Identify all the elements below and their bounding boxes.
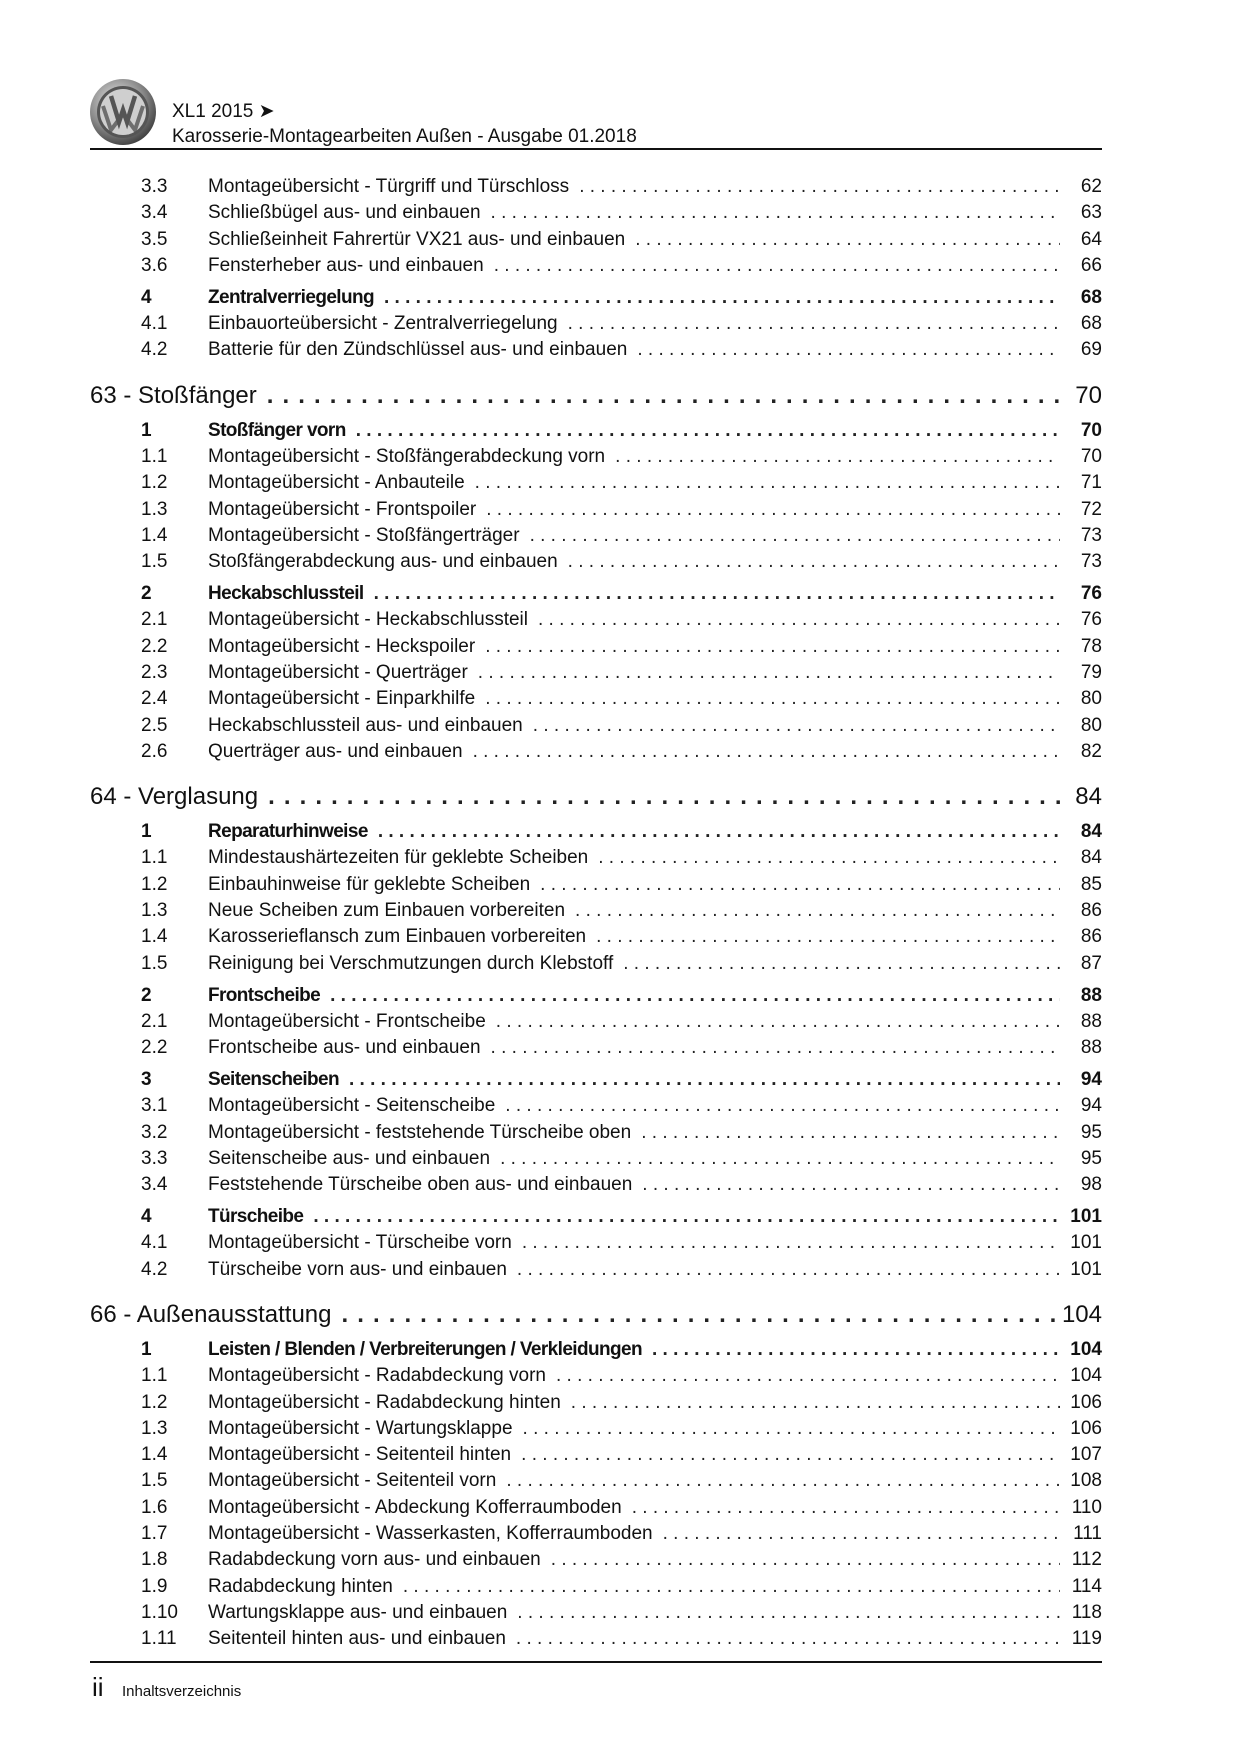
footer-divider — [90, 1661, 1102, 1663]
toc-entry[interactable] — [90, 1095, 1102, 1121]
toc-leader — [642, 1174, 1060, 1196]
toc-page: 111 — [1073, 1523, 1102, 1545]
toc-title: Montageübersicht - Stoßfängerträger — [208, 524, 520, 546]
toc-title: Einbauhinweise für geklebte Scheiben — [208, 873, 531, 895]
toc-page: 80 — [1080, 714, 1102, 736]
toc-entry[interactable] — [90, 1148, 1102, 1174]
toc-leader — [530, 525, 1060, 547]
toc-number: 1.1 — [141, 1365, 168, 1387]
toc-leader — [652, 1339, 1060, 1361]
toc-page: 63 — [1080, 202, 1102, 224]
toc-leader — [506, 1470, 1060, 1492]
toc-page: 95 — [1080, 1121, 1102, 1143]
toc-leader — [522, 1232, 1060, 1254]
toc-entry[interactable] — [90, 525, 1102, 551]
toc-page: 86 — [1080, 900, 1102, 922]
toc-entry[interactable] — [90, 1549, 1102, 1575]
toc-number: 1.5 — [141, 1470, 168, 1492]
toc-chapter[interactable] — [90, 1206, 1102, 1232]
toc-chapter[interactable] — [90, 583, 1102, 609]
toc-title: Wartungsklappe aus- und einbauen — [208, 1601, 508, 1623]
toc-leader — [556, 1365, 1060, 1387]
toc-leader — [540, 874, 1060, 896]
toc-number: 2 — [141, 583, 152, 605]
toc-page: 69 — [1080, 339, 1102, 361]
footer-label: Inhaltsverzeichnis — [122, 1683, 242, 1700]
toc-page: 104 — [1070, 1338, 1102, 1360]
toc-page: 73 — [1080, 551, 1102, 573]
toc-entry[interactable] — [90, 609, 1102, 635]
toc-entry[interactable] — [90, 1602, 1102, 1628]
toc-leader — [403, 1576, 1060, 1598]
toc-number: 3.3 — [141, 1147, 168, 1169]
toc-title: Montageübersicht - Seitenteil hinten — [208, 1444, 512, 1466]
toc-number: 1.5 — [141, 952, 168, 974]
toc-page: 68 — [1080, 286, 1102, 308]
toc-leader — [330, 985, 1060, 1007]
toc-title: 63 - Stoßfänger — [90, 381, 257, 409]
toc-title: Einbauorteübersicht - Zentralverriegelung — [208, 313, 558, 335]
toc-leader — [496, 1011, 1060, 1033]
toc-page: 118 — [1071, 1601, 1102, 1623]
toc-entry[interactable] — [90, 1523, 1102, 1549]
toc-page: 79 — [1080, 661, 1102, 683]
toc-number: 1.2 — [141, 1391, 168, 1413]
toc-page: 110 — [1071, 1496, 1102, 1518]
toc-leader — [568, 313, 1060, 335]
toc-title: Montageübersicht - Einparkhilfe — [208, 688, 476, 710]
toc-leader — [637, 339, 1060, 361]
toc-number: 2.2 — [141, 1037, 168, 1059]
toc-page: 114 — [1071, 1575, 1102, 1597]
toc-number: 3.1 — [141, 1095, 168, 1117]
toc-number: 1 — [141, 1338, 152, 1360]
toc-entry[interactable] — [90, 339, 1102, 365]
toc-entry[interactable] — [90, 313, 1102, 339]
toc-entry[interactable] — [90, 1122, 1102, 1148]
toc-leader — [663, 1523, 1060, 1545]
toc-title: Neue Scheiben zum Einbauen vorbereiten — [208, 900, 566, 922]
toc-leader — [571, 1392, 1060, 1414]
toc-title: Zentralverriegelung — [208, 286, 374, 308]
document-subtitle: Karosserie-Montagearbeiten Außen - Ausgabe 01.2018 — [172, 126, 637, 147]
toc-title: Montageübersicht - Wasserkasten, Kofferraumboden — [208, 1523, 653, 1545]
toc-number: 1.7 — [141, 1523, 168, 1545]
toc-leader — [342, 1301, 1056, 1329]
toc-section[interactable] — [90, 382, 1102, 412]
toc-title: Querträger aus- und einbauen — [208, 740, 463, 762]
toc-page: 106 — [1070, 1391, 1102, 1413]
toc-leader — [615, 446, 1060, 468]
toc-number: 3.6 — [141, 254, 168, 276]
toc-entry[interactable] — [90, 1174, 1102, 1200]
toc-number: 1.4 — [141, 1444, 168, 1466]
toc-number: 3.2 — [141, 1121, 168, 1143]
toc-page: 70 — [1080, 419, 1102, 441]
toc-leader — [349, 1069, 1060, 1091]
toc-page: 84 — [1080, 821, 1102, 843]
toc-entry[interactable] — [90, 1497, 1102, 1523]
toc-number: 1 — [141, 419, 152, 441]
toc-title: Reinigung bei Verschmutzungen durch Klebstoff — [208, 952, 614, 974]
toc-leader — [268, 783, 1060, 811]
toc-entry[interactable] — [90, 741, 1102, 767]
toc-page: 84 — [1075, 783, 1102, 811]
toc-entry[interactable] — [90, 202, 1102, 228]
toc-title: 66 - Außenausstattung — [90, 1300, 332, 1328]
toc-leader — [517, 1602, 1060, 1624]
toc-title: Montageübersicht - Anbauteile — [208, 472, 465, 494]
toc-title: Türscheibe — [208, 1206, 304, 1228]
toc-page: 88 — [1080, 1037, 1102, 1059]
toc-number: 3 — [141, 1068, 152, 1090]
toc-number: 1.1 — [141, 445, 168, 467]
toc-leader — [516, 1628, 1060, 1650]
toc-entry[interactable] — [90, 551, 1102, 577]
toc-leader — [641, 1122, 1060, 1144]
toc-number: 1.10 — [141, 1601, 178, 1623]
toc-page: 71 — [1080, 472, 1102, 494]
toc-number: 1.5 — [141, 551, 168, 573]
toc-title: Montageübersicht - Türscheibe vorn — [208, 1232, 512, 1254]
toc-title: Mindestaushärtezeiten für geklebte Scheiben — [208, 847, 589, 869]
toc-number: 2.6 — [141, 740, 168, 762]
toc-leader — [356, 420, 1060, 442]
toc-leader — [568, 551, 1060, 573]
toc-number: 3.4 — [141, 1174, 168, 1196]
toc-number: 1.2 — [141, 873, 168, 895]
toc-title: Feststehende Türscheibe oben aus- und einbauen — [208, 1174, 633, 1196]
toc-title: Frontscheibe — [208, 984, 321, 1006]
page-number: ii — [92, 1672, 104, 1702]
toc-page: 70 — [1080, 445, 1102, 467]
toc-entry[interactable] — [90, 688, 1102, 714]
toc-title: Montageübersicht - Seitenscheibe — [208, 1095, 496, 1117]
toc-entry[interactable] — [90, 1392, 1102, 1418]
toc-title: Stoßfängerabdeckung aus- und einbauen — [208, 551, 558, 573]
toc-page: 80 — [1080, 688, 1102, 710]
toc-number: 2 — [141, 984, 152, 1006]
toc-number: 4 — [141, 1206, 152, 1228]
toc-page: 76 — [1080, 609, 1102, 631]
toc-page: 66 — [1080, 254, 1102, 276]
toc-entry[interactable] — [90, 874, 1102, 900]
toc-title: 64 - Verglasung — [90, 783, 259, 811]
toc-page: 68 — [1080, 313, 1102, 335]
toc-number: 1.11 — [141, 1628, 177, 1650]
toc-entry[interactable] — [90, 1365, 1102, 1391]
toc-number: 1.4 — [141, 926, 168, 948]
toc-number: 4.1 — [141, 313, 168, 335]
toc-leader — [505, 1095, 1060, 1117]
toc-entry[interactable] — [90, 255, 1102, 281]
toc-leader — [313, 1206, 1060, 1228]
toc-leader — [491, 1037, 1060, 1059]
toc-title: Montageübersicht - Frontspoiler — [208, 498, 477, 520]
toc-number: 1.3 — [141, 498, 168, 520]
toc-page: 73 — [1080, 524, 1102, 546]
toc-number: 2.4 — [141, 688, 168, 710]
toc-leader — [623, 953, 1060, 975]
toc-leader — [517, 1259, 1060, 1281]
toc-page: 94 — [1080, 1095, 1102, 1117]
toc-page: 76 — [1080, 583, 1102, 605]
toc-number: 2.3 — [141, 661, 168, 683]
toc-title: Montageübersicht - Heckspoiler — [208, 635, 476, 657]
toc-entry[interactable] — [90, 1232, 1102, 1258]
toc-page: 88 — [1080, 1010, 1102, 1032]
toc-chapter[interactable] — [90, 287, 1102, 313]
toc-leader — [378, 821, 1060, 843]
toc-title: Montageübersicht - Türgriff und Türschloss — [208, 176, 570, 197]
toc-leader — [523, 1418, 1060, 1440]
toc-number: 2.5 — [141, 714, 168, 736]
toc-chapter[interactable] — [90, 821, 1102, 847]
toc-number: 1.3 — [141, 1417, 168, 1439]
toc-title: Schließeinheit Fahrertür VX21 aus- und einbauen — [208, 228, 626, 250]
toc-number: 2.1 — [141, 609, 168, 631]
toc-number: 1 — [141, 821, 152, 843]
toc-number: 4.2 — [141, 339, 168, 361]
toc-chapter[interactable] — [90, 1069, 1102, 1095]
toc-leader — [485, 688, 1060, 710]
document-model: XL1 2015 ➤ — [172, 101, 275, 122]
toc-page: 82 — [1080, 740, 1102, 762]
toc-entry[interactable] — [90, 1418, 1102, 1444]
toc-page: 84 — [1080, 847, 1102, 869]
toc-entry[interactable] — [90, 499, 1102, 525]
toc-page: 108 — [1070, 1470, 1102, 1492]
toc-page: 88 — [1080, 984, 1102, 1006]
toc-number: 1.3 — [141, 900, 168, 922]
toc-entry[interactable] — [90, 1259, 1102, 1285]
toc-title: Montageübersicht - Seitenteil vorn — [208, 1470, 497, 1492]
toc-number: 2.1 — [141, 1010, 168, 1032]
toc-entry[interactable] — [90, 900, 1102, 926]
toc-title: Seitenscheiben — [208, 1068, 339, 1090]
toc-leader — [500, 1148, 1060, 1170]
toc-number: 4.2 — [141, 1258, 168, 1280]
toc-title: Montageübersicht - Frontscheibe — [208, 1010, 486, 1032]
toc-page: 86 — [1080, 926, 1102, 948]
toc-page: 72 — [1080, 498, 1102, 520]
toc-title: Leisten / Blenden / Verbreiterungen / Verkleidungen — [208, 1338, 642, 1360]
toc-chapter[interactable] — [90, 985, 1102, 1011]
toc-title: Schließbügel aus- und einbauen — [208, 202, 481, 224]
toc-entry[interactable] — [90, 953, 1102, 979]
toc-entry[interactable] — [90, 229, 1102, 255]
toc-page: 98 — [1080, 1174, 1102, 1196]
toc-leader — [575, 900, 1060, 922]
toc-entry[interactable] — [90, 1444, 1102, 1470]
toc-entry[interactable] — [90, 1037, 1102, 1063]
toc-title: Karosserieflansch zum Einbauen vorbereiten — [208, 926, 587, 948]
toc-leader — [374, 583, 1060, 605]
toc-leader — [635, 229, 1060, 251]
toc-leader — [521, 1444, 1060, 1466]
toc-number: 3.3 — [141, 176, 168, 197]
toc-number: 2.2 — [141, 635, 168, 657]
toc-chapter[interactable] — [90, 420, 1102, 446]
toc-page: 107 — [1070, 1444, 1102, 1466]
toc-number: 4.1 — [141, 1232, 168, 1254]
toc-entry[interactable] — [90, 1576, 1102, 1602]
toc-leader — [533, 715, 1060, 737]
toc-page: 104 — [1070, 1365, 1102, 1387]
toc-entry[interactable] — [90, 1011, 1102, 1037]
toc-chapter[interactable] — [90, 1339, 1102, 1365]
toc-entry[interactable] — [90, 176, 1102, 202]
toc-section[interactable] — [90, 1301, 1102, 1331]
toc-page: 95 — [1080, 1147, 1102, 1169]
toc-title: Heckabschlussteil — [208, 583, 364, 605]
toc-page: 64 — [1080, 228, 1102, 250]
toc-page: 94 — [1080, 1068, 1102, 1090]
toc-leader — [473, 741, 1060, 763]
toc-number: 1.2 — [141, 472, 168, 494]
header-divider — [90, 148, 1102, 150]
toc-page: 119 — [1071, 1628, 1102, 1650]
toc-title: Montageübersicht - Querträger — [208, 661, 468, 683]
toc-title: Montageübersicht - Radabdeckung hinten — [208, 1391, 561, 1413]
toc-leader — [491, 202, 1060, 224]
toc-leader — [267, 382, 1060, 410]
toc-leader — [579, 176, 1060, 198]
toc-title: Montageübersicht - Radabdeckung vorn — [208, 1365, 546, 1387]
toc-title: Batterie für den Zündschlüssel aus- und einbauen — [208, 339, 628, 361]
toc-page: 62 — [1080, 176, 1102, 197]
toc-title: Montageübersicht - feststehende Türscheibe oben — [208, 1121, 632, 1143]
toc-page: 101 — [1070, 1232, 1102, 1254]
toc-entry[interactable] — [90, 662, 1102, 688]
toc-page: 101 — [1070, 1206, 1102, 1228]
toc-page: 78 — [1080, 635, 1102, 657]
toc-entry[interactable] — [90, 715, 1102, 741]
toc-title: Reparaturhinweise — [208, 821, 368, 843]
toc-section[interactable] — [90, 783, 1102, 813]
toc-number: 1.8 — [141, 1549, 168, 1571]
toc-number: 4 — [141, 286, 152, 308]
toc-title: Montageübersicht - Abdeckung Kofferraumboden — [208, 1496, 622, 1518]
toc-title: Fensterheber aus- und einbauen — [208, 254, 484, 276]
toc-title: Montageübersicht - Wartungsklappe — [208, 1417, 513, 1439]
toc-number: 3.4 — [141, 202, 168, 224]
toc-page: 106 — [1070, 1417, 1102, 1439]
toc-entry[interactable] — [90, 926, 1102, 952]
toc-entry[interactable] — [90, 847, 1102, 873]
toc-leader — [598, 847, 1060, 869]
toc-entry[interactable] — [90, 636, 1102, 662]
toc-page: 70 — [1075, 381, 1102, 409]
toc-page: 87 — [1080, 952, 1102, 974]
toc-leader — [596, 926, 1060, 948]
toc-leader — [478, 662, 1060, 684]
toc-number: 1.6 — [141, 1496, 168, 1518]
table-of-contents — [90, 176, 1102, 1655]
toc-page: 85 — [1080, 873, 1102, 895]
toc-title: Stoßfänger vorn — [208, 419, 346, 441]
toc-number: 1.1 — [141, 847, 168, 869]
toc-number: 3.5 — [141, 228, 168, 250]
toc-leader — [475, 472, 1060, 494]
toc-title: Seitenscheibe aus- und einbauen — [208, 1147, 491, 1169]
toc-leader — [538, 609, 1060, 631]
toc-entry[interactable] — [90, 472, 1102, 498]
vw-logo — [89, 78, 157, 146]
toc-page: 104 — [1061, 1300, 1102, 1328]
toc-leader — [384, 287, 1060, 309]
toc-title: Montageübersicht - Heckabschlussteil — [208, 609, 528, 631]
toc-title: Türscheibe vorn aus- und einbauen — [208, 1258, 507, 1280]
toc-leader — [551, 1549, 1060, 1571]
toc-leader — [486, 499, 1060, 521]
toc-title: Seitenteil hinten aus- und einbauen — [208, 1628, 506, 1650]
toc-number: 1.9 — [141, 1575, 168, 1597]
toc-page: 101 — [1070, 1258, 1102, 1280]
toc-leader — [485, 636, 1060, 658]
toc-title: Montageübersicht - Stoßfängerabdeckung vorn — [208, 445, 606, 467]
toc-page: 112 — [1071, 1549, 1102, 1571]
toc-leader — [494, 255, 1060, 277]
toc-number: 1.4 — [141, 524, 168, 546]
toc-leader — [632, 1497, 1060, 1519]
toc-entry[interactable] — [90, 1470, 1102, 1496]
toc-title: Frontscheibe aus- und einbauen — [208, 1037, 481, 1059]
toc-title: Heckabschlussteil aus- und einbauen — [208, 714, 523, 736]
toc-title: Radabdeckung vorn aus- und einbauen — [208, 1549, 541, 1571]
toc-entry[interactable] — [90, 1628, 1102, 1654]
toc-title: Radabdeckung hinten — [208, 1575, 393, 1597]
toc-entry[interactable] — [90, 446, 1102, 472]
